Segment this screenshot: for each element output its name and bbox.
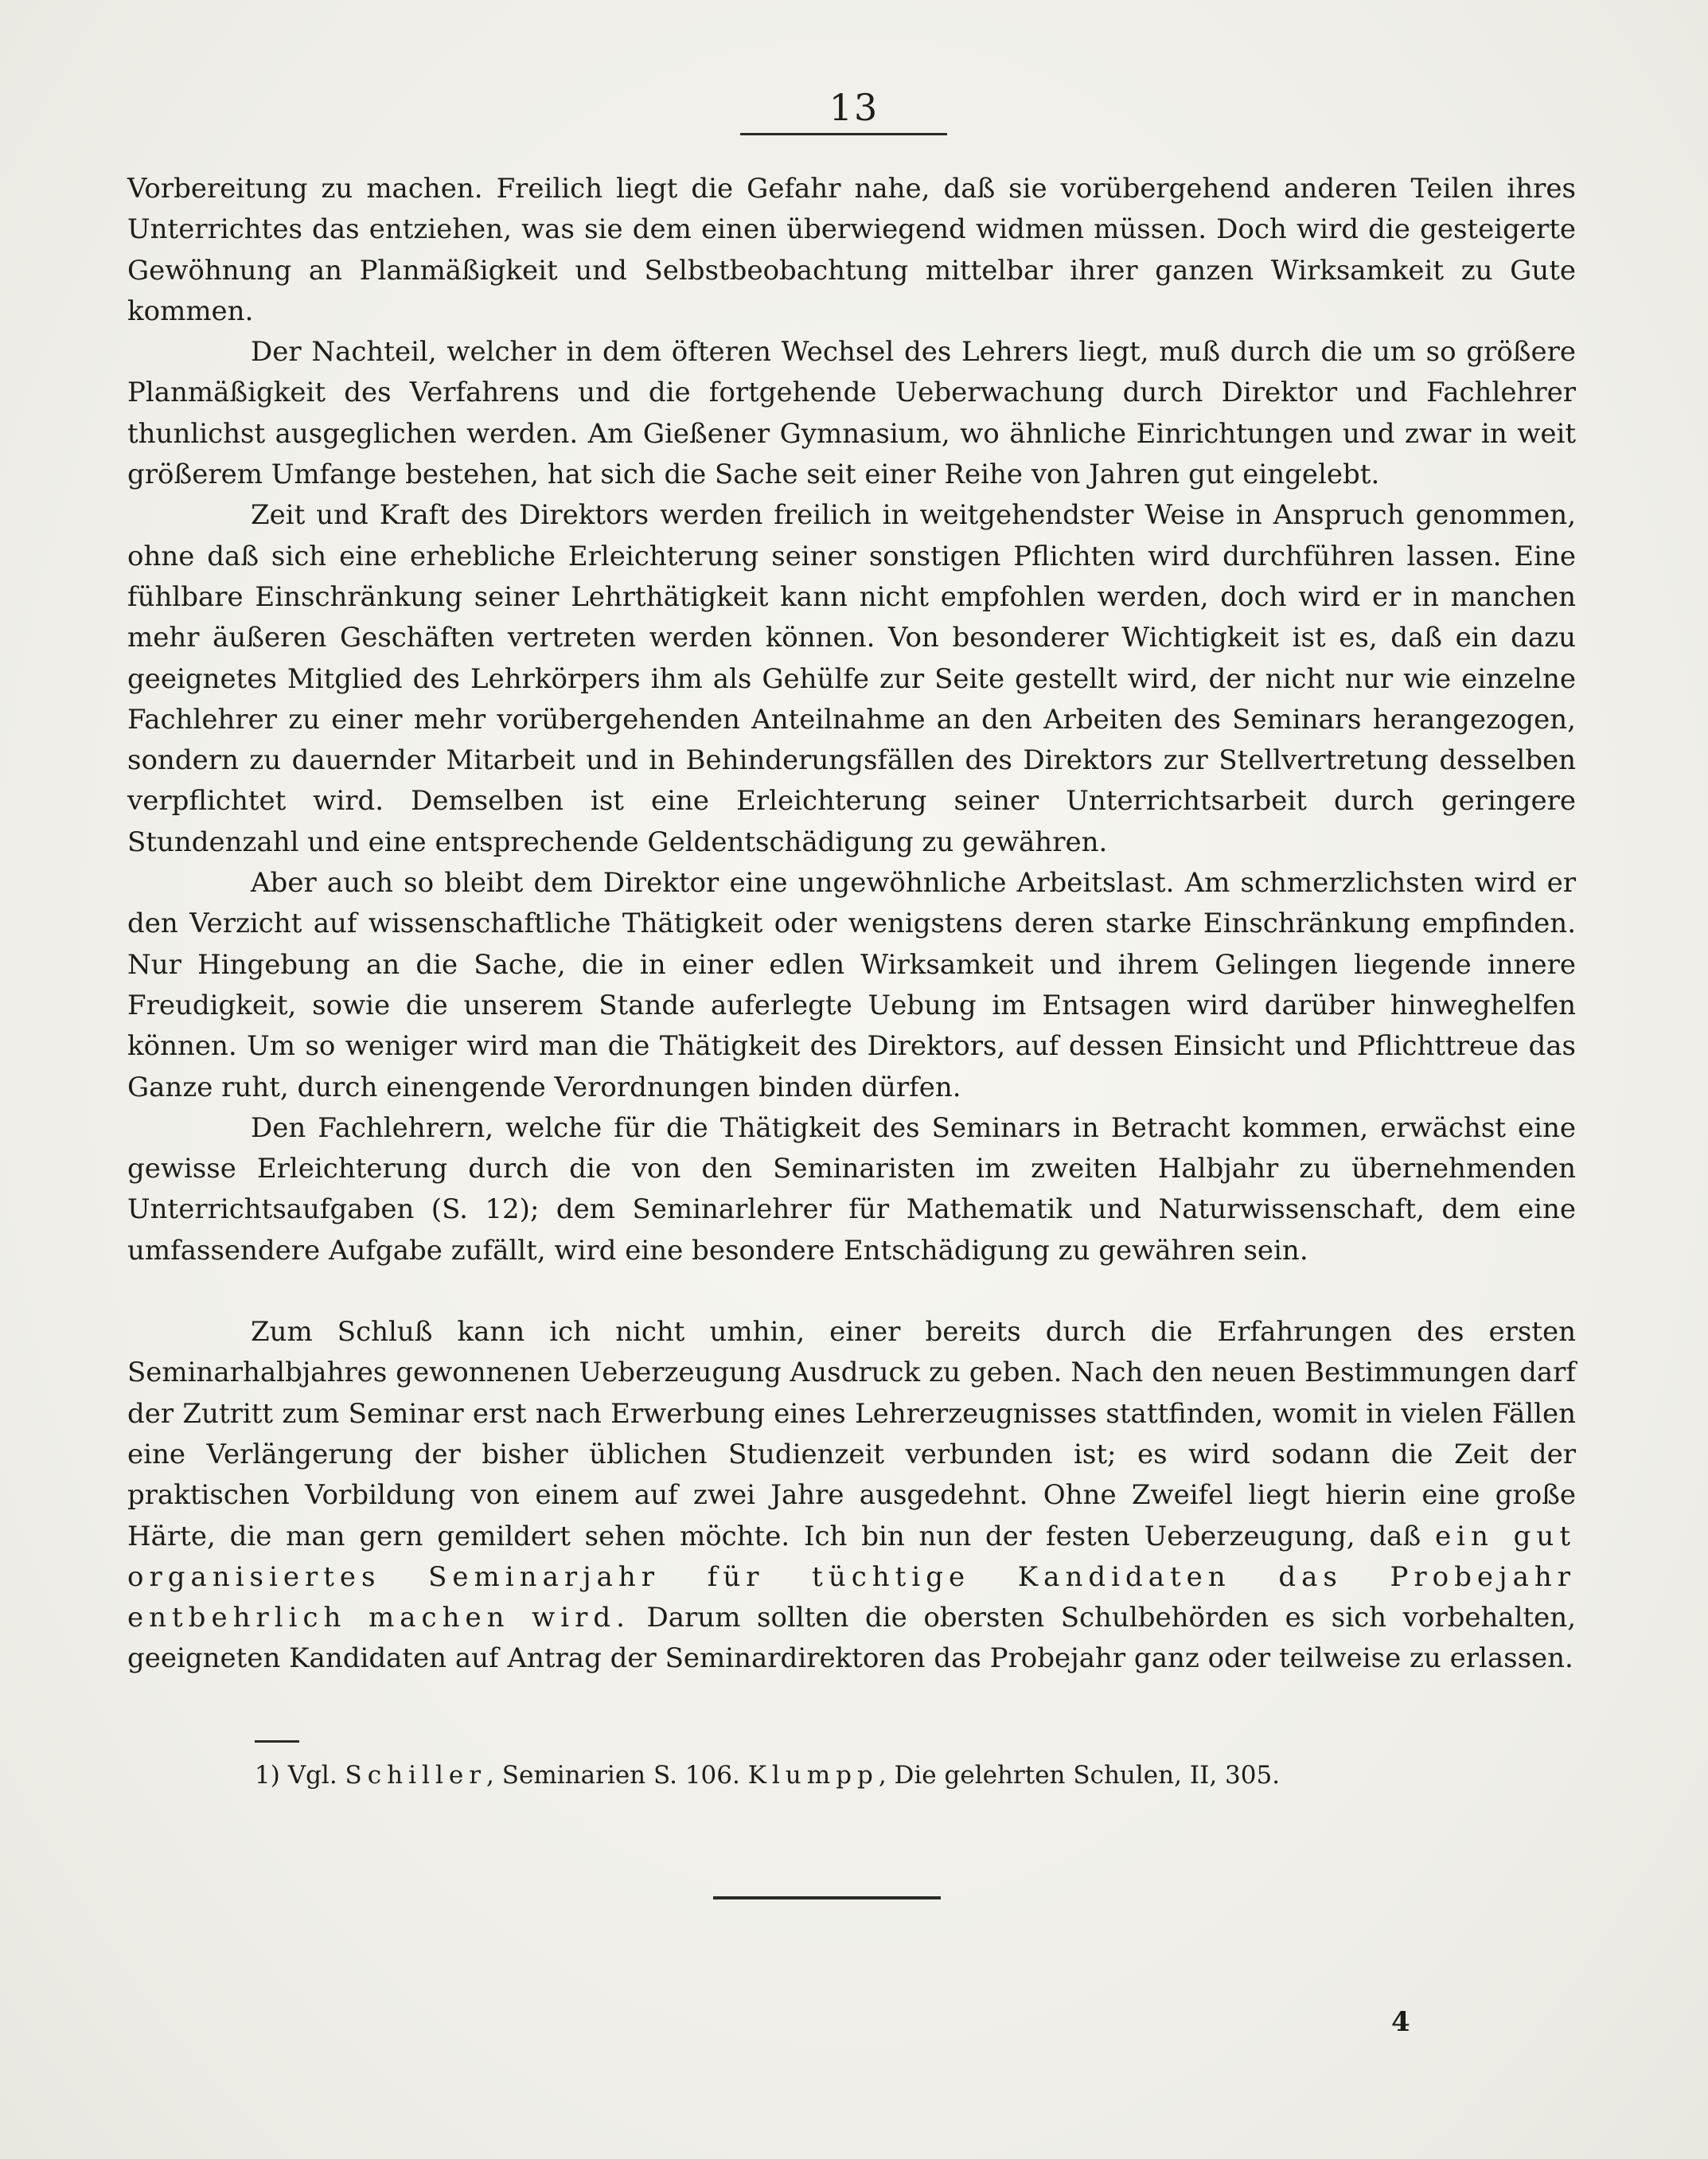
page-number: 13 (829, 86, 879, 129)
paragraph-5: Den Fachlehrern, welche für die Thätigkeit des Seminars in Betracht kommen, erwächst eine gewisse Erleichterung durch die von den Seminaristen im zweiten Halbjahr zu übernehmenden Unterrichtsaufgaben (S. 12); dem Seminarlehrer für Mathematik und Naturwissenschaft, dem eine umfassendere Aufgabe zufällt, wird eine besondere Entschädigung zu gewähren sein. (127, 1111, 1576, 1267)
footnote-author-1: Schiller (345, 1761, 487, 1790)
footnote-author-2: Klumpp (747, 1761, 879, 1790)
footnote-prefix: Vgl. (287, 1761, 337, 1790)
closing-paragraph (127, 1312, 1576, 1680)
paragraph-1: Vorbereitung zu machen. Freilich liegt die Gefahr nahe, daß sie vorübergehend anderen Teilen ihres Unterrichtes das entziehen, was sie dem einen überwiegend widmen müssen. Doch wird die gesteigerte Gewöhnung an Planmäßigkeit und Selbstbeobachtung mittelbar ihrer ganzen Wirksamkeit zu Gute kommen. (127, 173, 1576, 327)
closing-text-after: Darum sollten die obersten Schulbehörden es sich vorbehalten, geeigneten Kandidaten auf Antrag der Seminardirektoren das Probejahr ganz oder teilweise zu erlassen. (127, 1602, 1577, 1675)
footnote (255, 1758, 1608, 1793)
closing-emphasis: ein gut organisiertes Seminarjahr für tüchtige Kandidaten das Probejahr entbehrlich machen wird. (127, 1520, 1576, 1634)
end-rule (713, 1896, 941, 1899)
paragraph-2: Der Nachteil, welcher in dem öfteren Wechsel des Lehrers liegt, muß durch die um so größere Planmäßigkeit des Verfahrens und die fortgehende Ueberwachung durch Direktor und Fachlehrer thunlichst ausgeglichen werden. Am Gießener Gymnasium, wo ähnliche Einrichtungen und zwar in weit größerem Umfange bestehen, hat sich die Sache seit einer Reihe von Jahren gut eingelebt. (127, 336, 1576, 491)
footnote-rule (255, 1740, 299, 1743)
closing-text-before: Zum Schluß kann ich nicht umhin, einer bereits durch die Erfahrungen des ersten Seminarhalbjahres gewonnenen Ueberzeugung Ausdruck zu geben. Nach den neuen Bestimmungen darf der Zutritt zum Seminar erst nach Erwerbung eines Lehrerzeugnisses stattfinden, womit in vielen Fällen eine Verlängerung der bisher üblichen Studienzeit verbunden ist; es wird sodann die Zeit der praktischen Vorbildung von einem auf zwei Jahre ausgedehnt. Ohne Zweifel liegt hierin eine große Härte, die man gern gemildert sehen möchte. Ich bin nun der festen Ueberzeugung, daß (127, 1316, 1576, 1552)
paragraph-3: Zeit und Kraft des Direktors werden freilich in weitgehendster Weise in Anspruch genommen, ohne daß sich eine erhebliche Erleichterung seiner sonstigen Pflichten wird durchführen lassen. Eine fühlbare Einschränkung seiner Lehrthätigkeit kann nicht empfohlen werden, doch wird er in manchen mehr äußeren Geschäften vertreten werden können. Von besonderer Wichtigkeit ist es, daß ein dazu geeignetes Mitglied des Lehrkörpers ihm als Gehülfe zur Seite gestellt wird, der nicht nur wie einzelne Fachlehrer zu einer mehr vorübergehenden Anteilnahme an den Arbeiten des Seminars herangezogen, sondern zu dauernder Mitarbeit und in Behinderungsfällen des Direktors zur Stellvertretung desselben verpflichtet wird. Demselben ist eine Erleichterung seiner Unterrichtsarbeit durch geringere Stundenzahl und eine entsprechende Geldentschädigung zu gewähren. (127, 499, 1576, 858)
body-text (127, 169, 1576, 1680)
paragraph-4: Aber auch so bleibt dem Direktor eine ungewöhnliche Arbeitslast. Am schmerzlichsten wird er den Verzicht auf wissenschaftliche Thätigkeit oder wenigstens deren starke Einschränkung empfinden. Nur Hingebung an die Sache, die in einer edlen Wirksamkeit und ihrem Gelingen liegende innere Freudigkeit, sowie die unserem Stande auferlegte Uebung im Entsagen wird darüber hinweghelfen können. Um so weniger wird man die Thätigkeit des Direktors, auf dessen Einsicht und Pflichttreue das Ganze ruht, durch einengende Verordnungen binden dürfen. (127, 867, 1576, 1103)
footnote-work-1: , Seminarien S. 106. (486, 1761, 740, 1790)
footnote-marker: 1) (255, 1761, 280, 1790)
header-rule (740, 133, 947, 135)
signature-mark: 4 (1391, 2006, 1410, 2038)
footnote-work-2: , Die gelehrten Schulen, II, 305. (878, 1761, 1281, 1790)
